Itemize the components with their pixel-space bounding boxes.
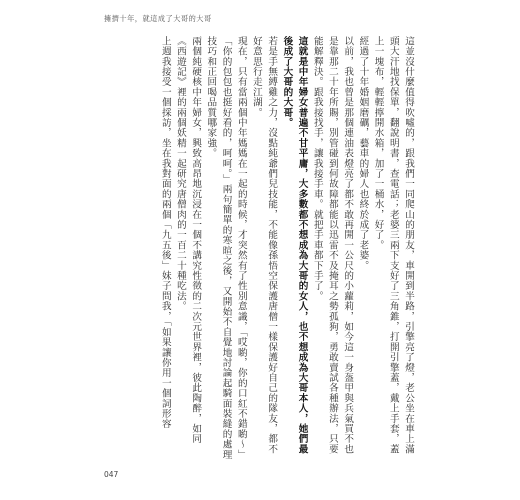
paragraph: 這並沒什麼值得吹噓的，跟我們一同爬山的朋友，車開到半路，引擎亮了燈，老公坐在車上滿頭大汗地找保單，翻說明書，查電話；老婆三兩下支好了三角錐，打開引擎蓋，戴上手套，蓋上一塊布，輕輕擰開水箱，加了一桶水，好了。 (372, 36, 414, 455)
paragraph: 經過了十年婚姻磨礪，藝車的婦人也終於成了老婆。 (357, 36, 369, 271)
running-header: 擁擠十年，就這成了大哥的大哥 (104, 14, 212, 23)
paragraph: 現在，只有當兩個中年媽媽在一起的時候，才突然有了性別意識，「哎喲，你的口紅不錯喲～」「你的包包也挺好看的，呵呵。」兩句簡單的寒暄之後，又開始不自覺地討論起騎面裝縫的處理技巧和正回喝品質哪家強。 (205, 36, 247, 460)
body-text (104, 36, 416, 462)
paragraph: 上週我接受一個採訪，坐在我對面的兩個「九五後」妹子問我，「如果讓你用一個詞形容 (159, 36, 171, 429)
paragraph: 兩個純硬核中年婦女，興致高昂地沉浸在一個不講究性徵的二次元世界裡，彼此陶醉，如同《西遊記》裡的兩個妖精一起研究唐僧肉的一百二十種吃法。 (174, 36, 202, 444)
highlighted-paragraph: 這就是中年婦女普遍不甘平庸，大多數都不想成為大哥的女人，也不想成為大哥本人，她們最後成了大哥的大哥。 (281, 36, 308, 455)
paragraph: 若是手無縛雞之力，沒點純爺們兒技能，不能像孫悟空保護唐僧一樣保護好自己的隊友，都不好意思行走江湖。 (250, 36, 278, 455)
page-number: 047 (104, 470, 119, 479)
paragraph: 以前，我也曾是那個連油表燈亮了都不敢再開一公尺的小蘿莉，如今這一身盔甲與兵氣買不也是靠那二十年所賜，別管碰到何故障都能以迅雷不及掩耳之勢孤狗，勇敢賣試各種辦法，只要能解釋決。跟我接找手，讓我接手車。就把手車都下手了。 (311, 36, 354, 455)
